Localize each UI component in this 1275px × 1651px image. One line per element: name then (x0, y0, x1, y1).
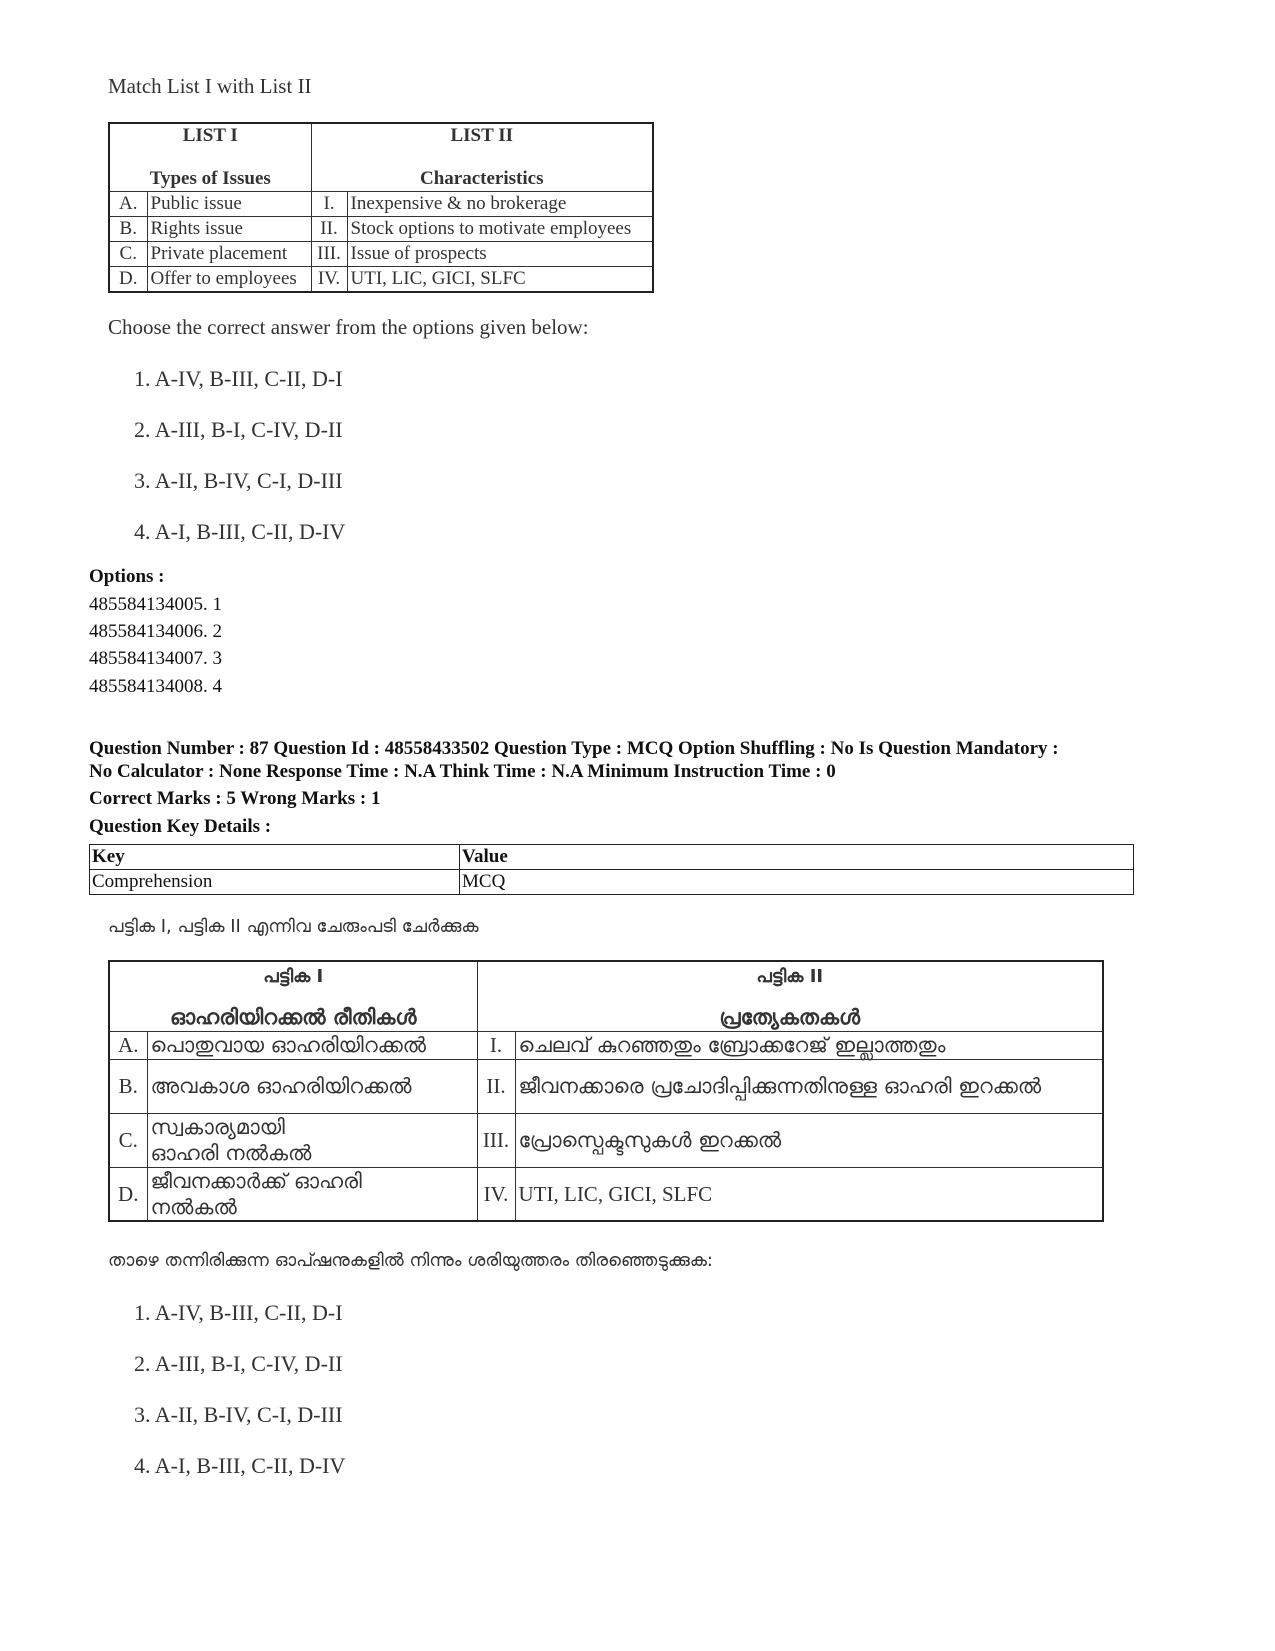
table-row: A. പൊതുവായ ഓഹരിയിറക്കൽ I. ചെലവ് കുറഞ്ഞതും ബ്രോക്കറേജ് ഇല്ലാത്തതും (109, 1031, 1103, 1059)
answer-option-4: 4. A-I, B-III, C-II, D-IV (134, 519, 346, 544)
answer-option-2: 2. A-III, B-I, C-IV, D-II (134, 417, 343, 442)
question-meta-line1: Question Number : 87 Question Id : 48558433502 Question Type : MCQ Option Shuffling : No Is Question Mandatory : (89, 738, 1059, 759)
choose-instruction-malayalam: താഴെ തന്നിരിക്കുന്ന ഓപ്ഷനുകളിൽ നിന്നും ശരിയുത്തരം തിരഞ്ഞെടുക്കുക: (108, 1250, 713, 1271)
question-meta-line2: No Calculator : None Response Time : N.A Think Time : N.A Minimum Instruction Time : 0 (89, 761, 836, 782)
table-row: B. Rights issue II. Stock options to motivate employees (109, 217, 653, 242)
table-row: A. Public issue I. Inexpensive & no brokerage (109, 192, 653, 217)
list2-header-ml: പട്ടിക II പ്രത്യേകതകൾ (477, 961, 1103, 1031)
option-id-1: 485584134005. 1 (89, 594, 222, 615)
list1-header-ml: പട്ടിക I ഓഹരിയിറക്കൽ രീതികൾ (109, 961, 477, 1031)
choose-instruction: Choose the correct answer from the options given below: (108, 315, 589, 339)
match-table-english (108, 122, 654, 293)
answer-option-3-ml: 3. A-II, B-IV, C-I, D-III (134, 1402, 343, 1427)
answer-option-4-ml: 4. A-I, B-III, C-II, D-IV (134, 1453, 346, 1478)
key-details-table: Key Value Comprehension MCQ (89, 844, 1134, 895)
table-row: C. സ്വകാര്യമായി ഓഹരി നൽകൽ III. പ്രോസ്പെക്ടസുകൾ ഇറക്കൽ (109, 1113, 1103, 1167)
answer-option-3: 3. A-II, B-IV, C-I, D-III (134, 468, 343, 493)
answer-option-1-ml: 1. A-IV, B-III, C-II, D-I (134, 1300, 343, 1325)
option-id-3: 485584134007. 3 (89, 648, 222, 669)
marks-line: Correct Marks : 5 Wrong Marks : 1 (89, 788, 381, 809)
table-row: C. Private placement III. Issue of prospects (109, 242, 653, 267)
list2-header: LIST II Characteristics (311, 123, 653, 192)
key-details-label: Question Key Details : (89, 816, 272, 837)
options-label: Options : (89, 566, 165, 587)
list1-header: LIST I Types of Issues (109, 123, 311, 192)
answer-option-2-ml: 2. A-III, B-I, C-IV, D-II (134, 1351, 343, 1376)
table-row: Comprehension MCQ (90, 870, 1134, 895)
question-intro: Match List I with List II (108, 74, 312, 98)
match-table-malayalam (108, 960, 1104, 1222)
answer-option-1: 1. A-IV, B-III, C-II, D-I (134, 366, 343, 391)
table-row: D. Offer to employees IV. UTI, LIC, GICI, SLFC (109, 267, 653, 293)
table-row: B. അവകാശ ഓഹരിയിറക്കൽ II. ജീവനക്കാരെ പ്രചോദിപ്പിക്കുന്നതിനുള്ള ഓഹരി ഇറക്കൽ (109, 1059, 1103, 1113)
table-row: D. ജീവനക്കാർക്ക് ഓഹരി നൽകൽ IV. UTI, LIC, GICI, SLFC (109, 1167, 1103, 1221)
question-intro-malayalam: പട്ടിക I, പട്ടിക II എന്നിവ ചേരുംപടി ചേർക്കുക (108, 916, 479, 937)
option-id-2: 485584134006. 2 (89, 621, 222, 642)
option-id-4: 485584134008. 4 (89, 676, 222, 697)
